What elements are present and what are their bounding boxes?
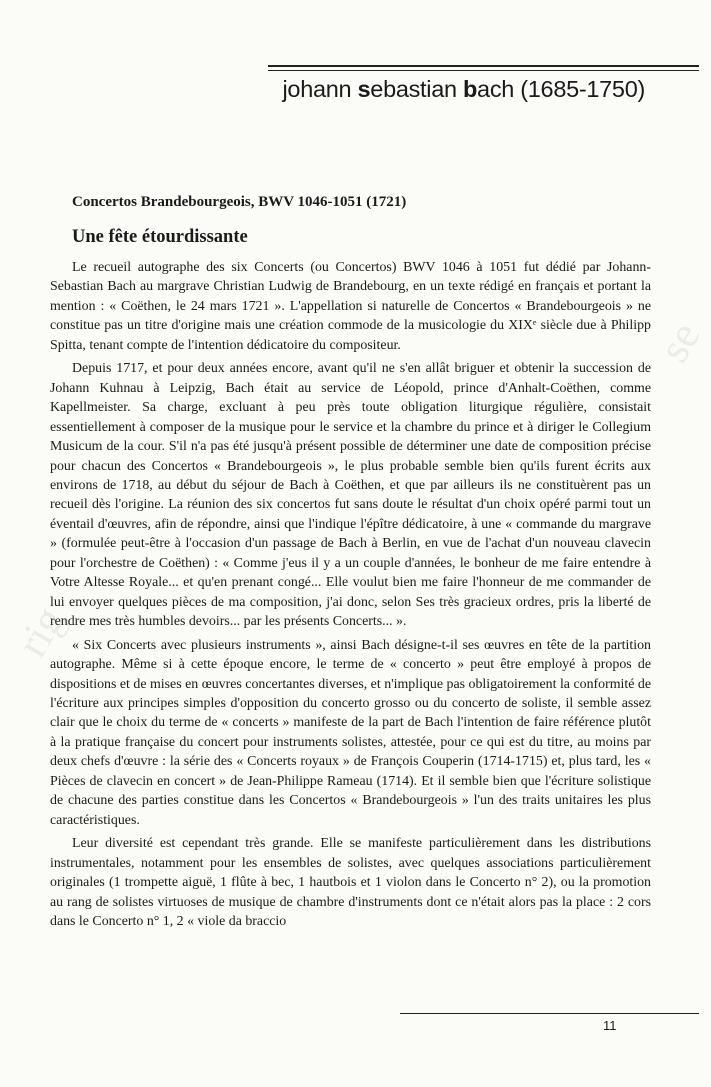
page-number: 11 bbox=[603, 1018, 617, 1033]
header-text-2: ebastian bbox=[370, 76, 463, 102]
header-initial-b: b bbox=[462, 76, 478, 102]
paragraph-1: Le recueil autographe des six Concerts (ou Concertos) BWV 1046 à 1051 fut dédié par Johann-Sebastian Bach au margrave Christian Ludwig de Brandebourg, en un texte rédigé en français et portant la mention : « Coëthen, le 24 mars 1721 ». L'appellation si naturelle de Concertos « Brandebourgeois » ne constitue pas un titre d'origine mais une création commode de la musicologie du XIXᵉ siècle due à Philipp Spitta, tenant compte de l'intention dédicatoire du compositeur. bbox=[50, 260, 651, 353]
section-title: Concertos Brandebourgeois, BWV 1046-1051 (1721) bbox=[72, 194, 407, 210]
watermark-left: rig bbox=[6, 598, 74, 665]
paragraph-3: « Six Concerts avec plusieurs instruments », ainsi Bach désigne-t-il ses œuvres en tête de la partition autographe. Même si à cette époque encore, le terme de « concerto » peut être employé à propos de dispositions et de mises en œuvres concertantes diverses, et n'implique pas obligatoirement la conformité de l'écriture aux principes simples d'opposition du concerto grosso ou du concerto de soliste, il semble assez clair que le choix du terme de « concerts » manifeste de la part de Bach l'intention de faire référence plutôt à la pratique française du concert pour instruments solistes, attestée, pour ce qui est du titre, au moins par deux chefs d'œuvre : la série des « Concerts royaux » de François Couperin (1714-1715) et, plus tard, les « Pièces de clavecin en concert » de Jean-Philippe Rameau (1714). Et il semble bien que l'écriture solistique de chacune des parties constitue dans les Concertos « Brandebourgeois » l'un des traits unitaires les plus caractéristiques. bbox=[50, 637, 651, 828]
header-rule bbox=[268, 65, 699, 67]
body-text bbox=[50, 258, 651, 931]
section-subtitle: Une fête étourdissante bbox=[72, 227, 248, 247]
header-text-3: ach (1685-1750) bbox=[477, 76, 645, 102]
header-initial-s: s bbox=[357, 76, 371, 102]
paragraph-2: Depuis 1717, et pour deux années encore, avant qu'il ne s'en allât briguer et obtenir la succession de Johann Kuhnau à Leipzig, Bach était au service de Léopold, prince d'Anhalt-Coëthen, comme Kapellmeister. Sa charge, excluant à peu près toute obligation liturgique régulière, consistait essentiellement à composer de la musique pour le service et la chambre du prince et à diriger le Collegium Musicum de la cour. S'il n'a pas été jusqu'à présent possible de déterminer une date de composition précise pour chacun des Concertos « Brandebourgeois », le plus probable semble bien qu'ils furent écrits aux environs de 1718, au début du séjour de Bach à Coëthen, et que par ailleurs ils ne constituèrent pas un recueil dès l'origine. La réunion des six concertos fut sans doute le résultat d'un choix opéré parmi tout un éventail d'œuvres, afin de répondre, ainsi que l'indique l'épître dédicatoire, à une « commande du margrave » (formulée peut-être à l'occasion d'un passage de Bach à Berlin, en vue de l'achat d'un nouveau clavecin pour l'orchestre de Coëthen) : « Comme j'eus il y a un couple d'années, le bonheur de me faire entendre à Votre Altesse Royale... et qu'en prenant congé... Elle voulut bien me faire l'honneur de me commander de lui envoyer quelques pièces de ma composition, j'ai donc, selon Ses très gracieux ordres, pris la liberté de rendre mes très humbles devoirs... par les présents Concerts... ». bbox=[50, 361, 651, 630]
running-header bbox=[283, 76, 645, 103]
header-rule-thin bbox=[268, 70, 699, 71]
header-text-1: johann bbox=[282, 76, 358, 102]
footer-rule bbox=[400, 1013, 699, 1014]
paragraph-4: Leur diversité est cependant très grande. Elle se manifeste particulièrement dans les distributions instrumentales, notamment pour les ensembles de solistes, avec quelques associations particulièrement originales (1 trompette aiguë, 1 flûte à bec, 1 hautbois et 1 violon dans le Concerto n° 2), ou la promotion au rang de solistes virtuoses de musique de chambre d'instruments dont ce n'était alors pas la place : 2 cors dans le Concerto n° 1, 2 « viole da braccio bbox=[50, 836, 651, 929]
watermark-right: se bbox=[648, 313, 710, 370]
